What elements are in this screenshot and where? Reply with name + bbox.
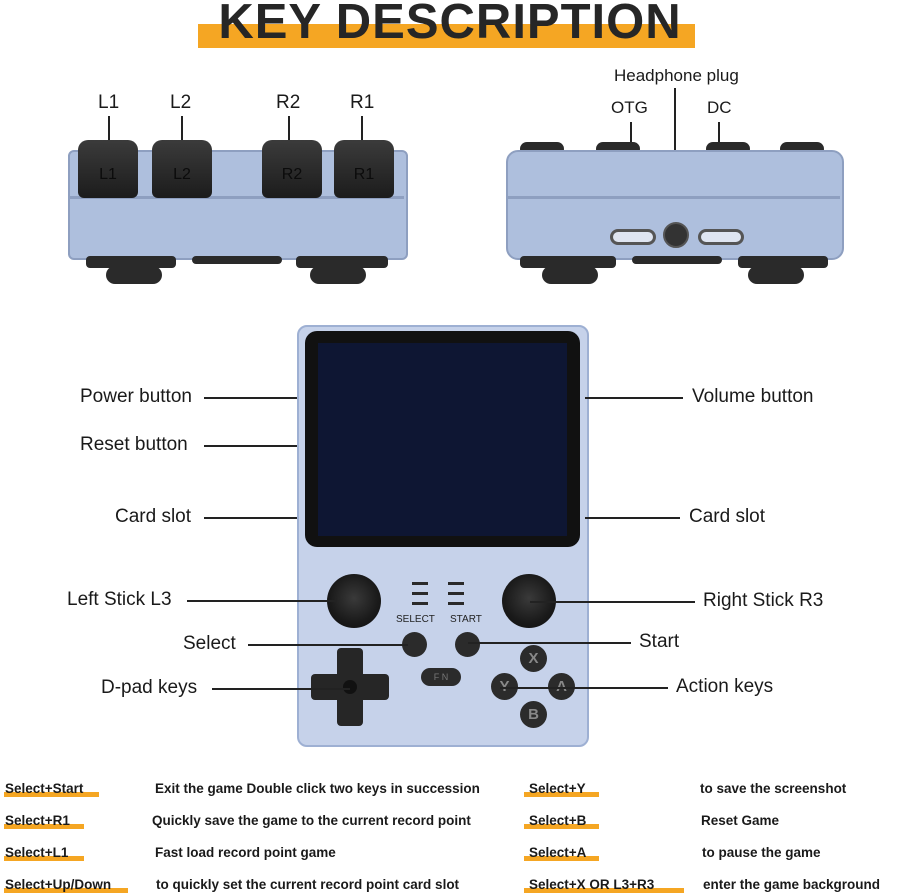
r2-button: R2 <box>262 140 322 198</box>
leader-select <box>248 644 408 646</box>
label-headphone: Headphone plug <box>614 66 739 85</box>
otg-port <box>610 229 656 245</box>
shortcut-desc: enter the game background <box>703 877 881 892</box>
speaker-grill <box>412 582 428 585</box>
speaker-grill <box>448 602 464 605</box>
label-volume: Volume button <box>692 386 814 407</box>
leader-card-right <box>585 517 680 519</box>
l1-button: L1 <box>78 140 138 198</box>
fn-button: F N <box>421 668 461 686</box>
headphone-jack <box>663 222 689 248</box>
label-power: Power button <box>80 386 192 407</box>
label-dpad: D-pad keys <box>101 677 198 698</box>
speaker-grill <box>448 582 464 585</box>
shortcut-combo: Select+Start <box>5 781 84 796</box>
start-print: START <box>450 614 482 625</box>
leader-power <box>204 397 297 399</box>
start-button <box>455 632 480 657</box>
r1-button: R1 <box>334 140 394 198</box>
shortcut-desc: to quickly set the current record point card slot <box>156 877 460 892</box>
dpad-center <box>343 680 357 694</box>
leader-l1 <box>108 116 110 140</box>
shortcut-combo: Select+B <box>529 813 587 828</box>
select-print: SELECT <box>396 614 435 625</box>
speaker-grill <box>412 592 428 595</box>
leader-right-stick <box>530 601 695 603</box>
page-title: KEY DESCRIPTION <box>218 0 682 49</box>
seam <box>508 196 840 199</box>
x-button: X <box>520 645 547 672</box>
stick-base-left <box>542 266 598 284</box>
label-action: Action keys <box>676 676 774 697</box>
label-dc: DC <box>707 98 732 117</box>
l2-button: L2 <box>152 140 212 198</box>
shortcut-desc: to pause the game <box>702 845 821 860</box>
label-l2: L2 <box>170 92 192 113</box>
leader-volume <box>585 397 683 399</box>
leader-dpad <box>212 688 350 690</box>
label-r1: R1 <box>350 92 375 113</box>
shortcut-combo: Select+X OR L3+R3 <box>529 877 655 892</box>
shortcut-desc: Exit the game Double click two keys in succession <box>155 781 480 796</box>
leader-reset <box>204 445 297 447</box>
stick-base-right <box>310 266 366 284</box>
label-right-stick: Right Stick R3 <box>703 590 824 611</box>
label-l1: L1 <box>98 92 120 113</box>
shortcut-combo: Select+Y <box>529 781 586 796</box>
leader-action <box>500 687 668 689</box>
label-card-slot-left: Card slot <box>115 506 192 527</box>
label-select: Select <box>183 633 236 654</box>
underside-control <box>632 256 722 264</box>
label-start: Start <box>639 631 680 652</box>
leader-r1 <box>361 116 363 140</box>
shortcut-desc: to save the screenshot <box>700 781 847 796</box>
shortcut-combo: Select+L1 <box>5 845 69 860</box>
shortcut-desc: Reset Game <box>701 813 780 828</box>
leader-card-left <box>204 517 297 519</box>
b-button: B <box>520 701 547 728</box>
stick-base-right <box>748 266 804 284</box>
underside-control <box>192 256 282 264</box>
speaker-grill <box>448 592 464 595</box>
leader-l2 <box>181 116 183 140</box>
stick-base-left <box>106 266 162 284</box>
speaker-grill <box>412 602 428 605</box>
shortcut-combo: Select+R1 <box>5 813 70 828</box>
dc-port <box>698 229 744 245</box>
label-reset: Reset button <box>80 434 188 455</box>
shortcut-combo: Select+Up/Down <box>5 877 112 892</box>
shortcut-desc: Fast load record point game <box>155 845 336 860</box>
leader-left-stick <box>187 600 337 602</box>
label-card-slot-right: Card slot <box>689 506 766 527</box>
screen <box>318 343 567 536</box>
label-left-stick: Left Stick L3 <box>67 589 172 610</box>
shortcut-desc: Quickly save the game to the current record point <box>152 813 471 828</box>
leader-start <box>468 642 631 644</box>
label-otg: OTG <box>611 98 648 117</box>
label-r2: R2 <box>276 92 301 113</box>
leader-r2 <box>288 116 290 140</box>
shortcut-combo: Select+A <box>529 845 587 860</box>
